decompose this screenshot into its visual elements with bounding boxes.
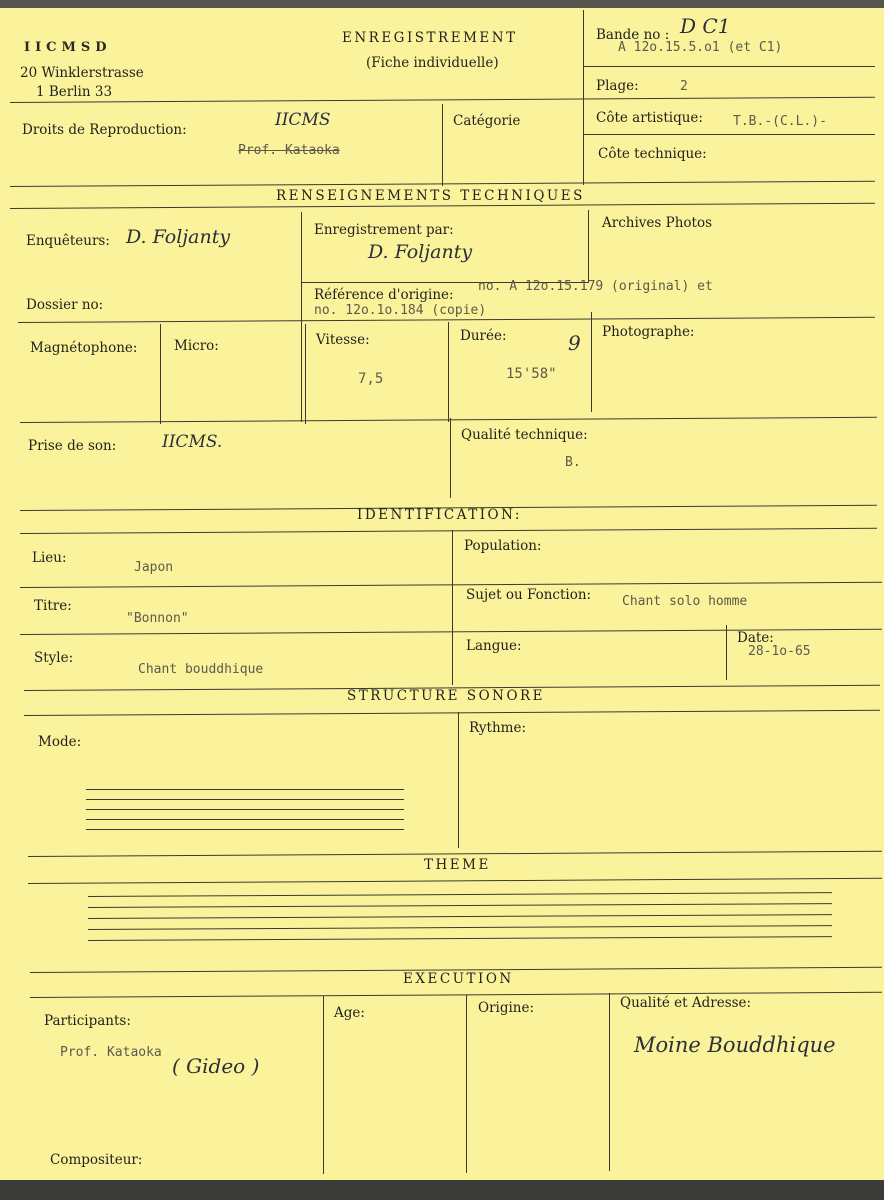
cote-artistique-label: Côte artistique: [596, 110, 703, 126]
lieu-label: Lieu: [32, 550, 67, 566]
section-title-execution: EXECUTION [403, 971, 514, 987]
divider [20, 582, 882, 588]
staff-line [88, 936, 832, 941]
bande-label: Bande no : [596, 27, 670, 43]
section-title-theme: THEME [424, 857, 491, 873]
droits-struck-name: Prof. Kataoka [238, 143, 340, 158]
titre-value: "Bonnon" [126, 611, 189, 626]
divider [24, 710, 880, 716]
divider [583, 134, 875, 135]
compositeur-label: Compositeur: [50, 1152, 143, 1168]
org-logo: IICMSD [24, 40, 112, 55]
divider [583, 66, 875, 67]
address-line-1: 20 Winklerstrasse [20, 65, 144, 81]
participants-label: Participants: [44, 1013, 131, 1029]
titre-label: Titre: [34, 598, 72, 614]
enregistrement-par-label: Enregistrement par: [314, 222, 454, 238]
date-value: 28-1o-65 [748, 644, 811, 659]
staff-line [88, 925, 832, 930]
duree-label: Durée: [460, 328, 507, 344]
divider [442, 104, 443, 186]
sujet-value: Chant solo homme [622, 594, 748, 609]
magnetophone-label: Magnétophone: [30, 340, 138, 356]
duree-value: 15'58" [506, 366, 557, 382]
divider [458, 712, 459, 848]
divider [20, 528, 877, 534]
enregistrement-par-handwriting: D. Foljanty [368, 241, 473, 263]
section-title-technique: RENSEIGNEMENTS TECHNIQUES [276, 188, 585, 204]
divider [466, 995, 467, 1173]
participants-handwriting: ( Gideo ) [172, 1054, 260, 1078]
bande-handwriting: D C1 [680, 14, 731, 38]
qualite-technique-label: Qualité technique: [461, 427, 588, 443]
staff-line [88, 892, 832, 897]
reference-line-1: no. A 12o.15.179 (original) et [478, 279, 713, 294]
qualite-adresse-handwriting: Moine Bouddhique [634, 1033, 836, 1057]
divider [301, 212, 302, 422]
age-label: Age: [334, 1005, 365, 1021]
divider [10, 97, 875, 103]
plage-label: Plage: [596, 78, 639, 94]
divider [588, 210, 589, 282]
lieu-value: Japon [134, 560, 174, 575]
divider [452, 530, 453, 685]
date-label: Date: [737, 630, 774, 646]
divider [450, 418, 451, 498]
qualite-adresse-label: Qualité et Adresse: [620, 995, 752, 1011]
prise-de-son-handwriting: IICMS. [162, 432, 223, 452]
qualite-technique-value: B. [565, 455, 581, 470]
reference-label: Référence d'origine: [314, 287, 454, 303]
population-label: Population: [464, 538, 542, 554]
cote-artistique-value: T.B.-(C.L.)- [733, 114, 827, 129]
staff-line [88, 914, 832, 919]
staff-line [88, 903, 832, 908]
dossier-label: Dossier no: [26, 297, 104, 313]
staff-line [86, 819, 404, 820]
divider [305, 324, 306, 424]
micro-label: Micro: [174, 338, 219, 354]
divider [28, 878, 882, 884]
enqueteurs-handwriting: D. Foljanty [126, 226, 231, 248]
divider [30, 992, 882, 998]
categorie-label: Catégorie [453, 113, 521, 129]
address-line-2: 1 Berlin 33 [36, 84, 113, 100]
droits-label: Droits de Reproduction: [22, 122, 187, 138]
divider [160, 324, 161, 424]
style-value: Chant bouddhique [138, 662, 264, 677]
plage-value: 2 [680, 79, 688, 94]
vitesse-label: Vitesse: [316, 332, 370, 348]
cote-technique-label: Côte technique: [598, 146, 707, 162]
reference-line-2: no. 12o.1o.184 (copie) [314, 303, 487, 318]
duree-handwriting: 9 [568, 331, 581, 355]
divider [726, 625, 727, 680]
sujet-label: Sujet ou Fonction: [466, 587, 592, 603]
staff-line [86, 799, 404, 800]
divider [591, 312, 592, 412]
origine-label: Origine: [478, 1000, 535, 1016]
divider [448, 322, 449, 422]
mode-label: Mode: [38, 734, 82, 750]
form-subtitle: (Fiche individuelle) [366, 55, 499, 71]
photographe-label: Photographe: [602, 324, 695, 340]
prise-de-son-label: Prise de son: [28, 438, 117, 454]
divider [323, 996, 324, 1174]
staff-line [86, 789, 404, 790]
participants-value: Prof. Kataoka [60, 1045, 162, 1060]
section-title-identification: IDENTIFICATION: [357, 507, 522, 523]
section-title-structure: STRUCTURE SONORE [347, 688, 546, 704]
form-title: ENREGISTREMENT [342, 30, 518, 46]
enqueteurs-label: Enquêteurs: [26, 233, 110, 249]
vitesse-value: 7,5 [358, 371, 384, 387]
archives-photos-label: Archives Photos [602, 215, 712, 231]
staff-line [86, 829, 404, 830]
staff-line [86, 809, 404, 810]
droits-handwriting: IICMS [275, 110, 331, 130]
rythme-label: Rythme: [469, 720, 527, 736]
divider [609, 993, 610, 1171]
langue-label: Langue: [466, 638, 522, 654]
style-label: Style: [34, 650, 74, 666]
bande-value: A 12o.15.5.o1 (et C1) [618, 40, 783, 55]
